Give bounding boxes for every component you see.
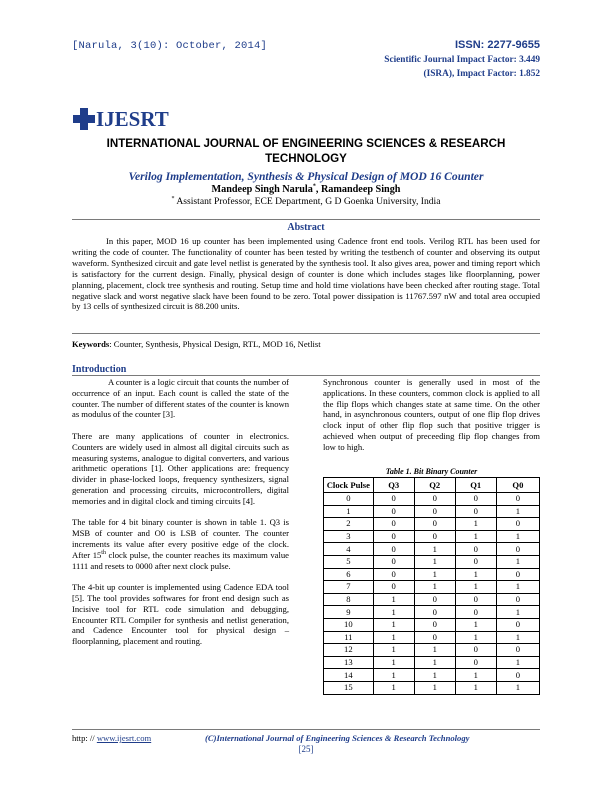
table-cell: 1	[414, 681, 455, 694]
affiliation	[72, 196, 540, 207]
table-cell: 0	[414, 631, 455, 644]
table-row	[324, 631, 540, 644]
table-cell: 1	[496, 505, 539, 518]
table-cell: 0	[455, 593, 496, 606]
page-number: [25]	[298, 744, 314, 754]
table-row	[324, 555, 540, 568]
table-cell: 0	[373, 530, 414, 543]
journal-website-link[interactable]: www.ijesrt.com	[96, 733, 152, 743]
table-cell: 0	[373, 543, 414, 556]
table-caption: Table 1. Bit Binary Counter	[385, 467, 478, 476]
table-cell: 1	[496, 581, 539, 594]
table-header-cell: Clock Pulse	[324, 478, 374, 493]
table-cell: 1	[414, 644, 455, 657]
table-cell: 0	[414, 606, 455, 619]
table-row	[324, 581, 540, 594]
introduction-rule	[72, 375, 540, 376]
table-cell: 4	[324, 543, 374, 556]
table-cell: 11	[324, 631, 374, 644]
table-row	[324, 606, 540, 619]
table-row	[324, 681, 540, 694]
table-cell: 1	[496, 631, 539, 644]
binary-counter-table	[323, 477, 540, 695]
table-row	[324, 493, 540, 506]
table-cell: 1	[455, 631, 496, 644]
table-header-cell: Q3	[373, 478, 414, 493]
table-cell: 0	[373, 505, 414, 518]
table-cell: 1	[373, 656, 414, 669]
table-cell: 5	[324, 555, 374, 568]
table-cell: 14	[324, 669, 374, 682]
table-cell: 1	[496, 606, 539, 619]
affiliation-text: Assistant Professor, ECE Department, G D Goenka University, India	[174, 196, 441, 207]
table-cell: 0	[496, 618, 539, 631]
table-cell: 1	[373, 618, 414, 631]
table-body	[324, 493, 540, 695]
table-cell: 7	[324, 581, 374, 594]
table-cell: 1	[455, 681, 496, 694]
table-cell: 1	[324, 505, 374, 518]
table-cell: 1	[455, 530, 496, 543]
table-cell: 1	[496, 530, 539, 543]
table-cell: 0	[455, 606, 496, 619]
author-first: Mandeep Singh Narula	[211, 184, 313, 195]
table-cell: 0	[455, 493, 496, 506]
table-cell: 0	[373, 518, 414, 531]
table-header-row	[324, 478, 540, 493]
table-cell: 1	[373, 631, 414, 644]
issn: ISSN: 2277-9655	[455, 39, 540, 51]
table-row	[324, 644, 540, 657]
table-header-cell: Q0	[496, 478, 539, 493]
table-cell: 1	[373, 681, 414, 694]
affiliation-marker: *	[171, 195, 175, 202]
table-cell: 1	[414, 568, 455, 581]
table-header-cell: Q2	[414, 478, 455, 493]
table-cell: 0	[496, 669, 539, 682]
table-row	[324, 656, 540, 669]
table-row	[324, 505, 540, 518]
table-cell: 1	[455, 669, 496, 682]
abstract-bottom-rule	[72, 333, 540, 334]
footer-copyright: (C)International Journal of Engineering Sciences & Research Technology	[205, 733, 470, 743]
table-cell: 0	[455, 555, 496, 568]
abstract-title: Abstract	[287, 222, 325, 233]
table-cell: 1	[373, 669, 414, 682]
table-cell: 0	[496, 593, 539, 606]
intro-paragraph-right: Synchronous counter is generally used in most of the applications. In these counters, common clock is applied to all the flip flops which changes state at same time. On the other hand, in asynchronous counters, output of one flip flop drives clock input of other flip flop such that positive trigger is achieved when output of preceeding flip flop changes from low to high.	[323, 377, 540, 452]
journal-impact-block	[384, 38, 540, 82]
table-cell: 10	[324, 618, 374, 631]
intro-paragraph-3	[72, 517, 289, 571]
table-para-before: The table for 4 bit binary counter is shown in table 1. Q3 is MSB of counter and O0 is LSB of counter. The counter increments its value after every positive edge of the clock. After 15	[72, 517, 289, 560]
table-cell: 0	[324, 493, 374, 506]
abstract-body: In this paper, MOD 16 up counter has been implemented using Cadence front end tools. Verilog RTL has been used for writing the code of counter. The functionality of counter has been tested by writing the testbench of counter and observing its output waveform. Synthesized circuit and gate level netlist is generated by the synthesis tool. It also gives area, power and timing report which is satisfactory for the current design. Finally, physical design of counter is done which includes stages like floorplanning, power planning, placement, clock tree synthesis and routing. Setup time and hold time violations have been checked after routing stage. Total negative slack and worst negative slack have been found to be zero. Total power dissipation is 11767.597 nW and total area occupied by 13 cells of synthesized circuit is 88.200 units.	[72, 236, 540, 312]
table-cell: 0	[455, 656, 496, 669]
impact-factor-sjif: Scientific Journal Impact Factor: 3.449	[384, 54, 540, 65]
table-cell: 2	[324, 518, 374, 531]
journal-title: INTERNATIONAL JOURNAL OF ENGINEERING SCIENCES & RESEARCH TECHNOLOGY	[106, 137, 506, 165]
table-header-cell: Q1	[455, 478, 496, 493]
table-cell: 1	[414, 543, 455, 556]
table-cell: 1	[455, 568, 496, 581]
table-cell: 0	[373, 581, 414, 594]
table-row	[324, 618, 540, 631]
table-row	[324, 518, 540, 531]
table-cell: 13	[324, 656, 374, 669]
table-cell: 0	[496, 543, 539, 556]
table-para-after: clock pulse, the counter reaches its maximum value 1111 and resets to 0000 after next clock pulse.	[72, 549, 289, 571]
paper-title: Verilog Implementation, Synthesis & Physical Design of MOD 16 Counter	[128, 170, 484, 183]
intro-paragraph-1: A counter is a logic circuit that counts the number of occurrence of an input. Each count is called the state of the counter. The number of different states of the counter is known as modulus of the counter [3].	[72, 377, 289, 420]
abstract-top-rule	[72, 219, 540, 220]
introduction-heading: Introduction	[72, 364, 127, 375]
table-cell: 1	[414, 555, 455, 568]
table-cell: 0	[455, 505, 496, 518]
table-cell: 0	[414, 593, 455, 606]
table-cell: 15	[324, 681, 374, 694]
keywords-label: Keywords	[72, 339, 110, 349]
table-cell: 3	[324, 530, 374, 543]
logo-text: IJESRT	[96, 107, 169, 131]
journal-logo	[73, 104, 169, 130]
table-cell: 1	[373, 593, 414, 606]
table-cell: 0	[496, 568, 539, 581]
keywords-text: : Counter, Synthesis, Physical Design, RTL, MOD 16, Netlist	[109, 339, 321, 349]
authors	[72, 184, 540, 195]
table-cell: 0	[496, 518, 539, 531]
table-cell: 8	[324, 593, 374, 606]
table-cell: 0	[373, 555, 414, 568]
table-cell: 6	[324, 568, 374, 581]
table-cell: 0	[455, 543, 496, 556]
table-cell: 0	[414, 493, 455, 506]
table-row	[324, 543, 540, 556]
table-cell: 1	[414, 581, 455, 594]
footer-rule	[72, 729, 540, 730]
table-cell: 9	[324, 606, 374, 619]
table-cell: 1	[496, 555, 539, 568]
right-column	[323, 377, 540, 463]
table-cell: 0	[414, 505, 455, 518]
footer-url-prefix: http: //	[72, 733, 97, 743]
author-first-marker: *	[312, 183, 316, 190]
intro-paragraph-4: The 4-bit up counter is implemented using Cadence EDA tool [5]. The tool provides softwares for front end design such as Incisive tool for RTL code simulation and debugging, Encounter RTL Compiler for synthesis and netlist generation, and Cadence Encounter tool for physical design – floorplanning, placement and routing.	[72, 582, 289, 647]
impact-factor-isra: (ISRA), Impact Factor: 1.852	[423, 69, 540, 79]
left-column	[72, 377, 289, 658]
table-row	[324, 568, 540, 581]
author-rest: , Ramandeep Singh	[315, 184, 401, 195]
table-cell: 1	[414, 669, 455, 682]
table-cell: 0	[414, 618, 455, 631]
table-cell: 0	[373, 568, 414, 581]
citation: [Narula, 3(10): October, 2014]	[72, 40, 268, 52]
intro-paragraph-2: There are many applications of counter in electronics. Counters are widely used in almost all digital circuits such as measuring systems, analogue to digital converters, and various arithmetic operations [1]. Other applications are: frequency divider in phase-locked loops, frequency synthesizers, signal generation and processing circuits, microcontrollers, digital memories and in digital clock and timing circuits [4].	[72, 430, 289, 506]
table-cell: 0	[496, 644, 539, 657]
keywords	[72, 339, 540, 349]
table-cell: 1	[455, 581, 496, 594]
table-cell: 1	[373, 606, 414, 619]
table-cell: 1	[496, 656, 539, 669]
table-cell: 1	[455, 618, 496, 631]
table-cell: 12	[324, 644, 374, 657]
table-para-sup: th	[101, 549, 106, 556]
table-cell: 0	[373, 493, 414, 506]
table-row	[324, 593, 540, 606]
table-cell: 1	[496, 681, 539, 694]
table-cell: 0	[496, 493, 539, 506]
table-cell: 1	[414, 656, 455, 669]
table-row	[324, 530, 540, 543]
table-cell: 0	[455, 644, 496, 657]
table-cell: 0	[414, 530, 455, 543]
table-cell: 0	[414, 518, 455, 531]
plus-cross-icon	[73, 108, 95, 130]
table-cell: 1	[455, 518, 496, 531]
footer-url	[72, 733, 151, 743]
table-row	[324, 669, 540, 682]
table-cell: 1	[373, 644, 414, 657]
